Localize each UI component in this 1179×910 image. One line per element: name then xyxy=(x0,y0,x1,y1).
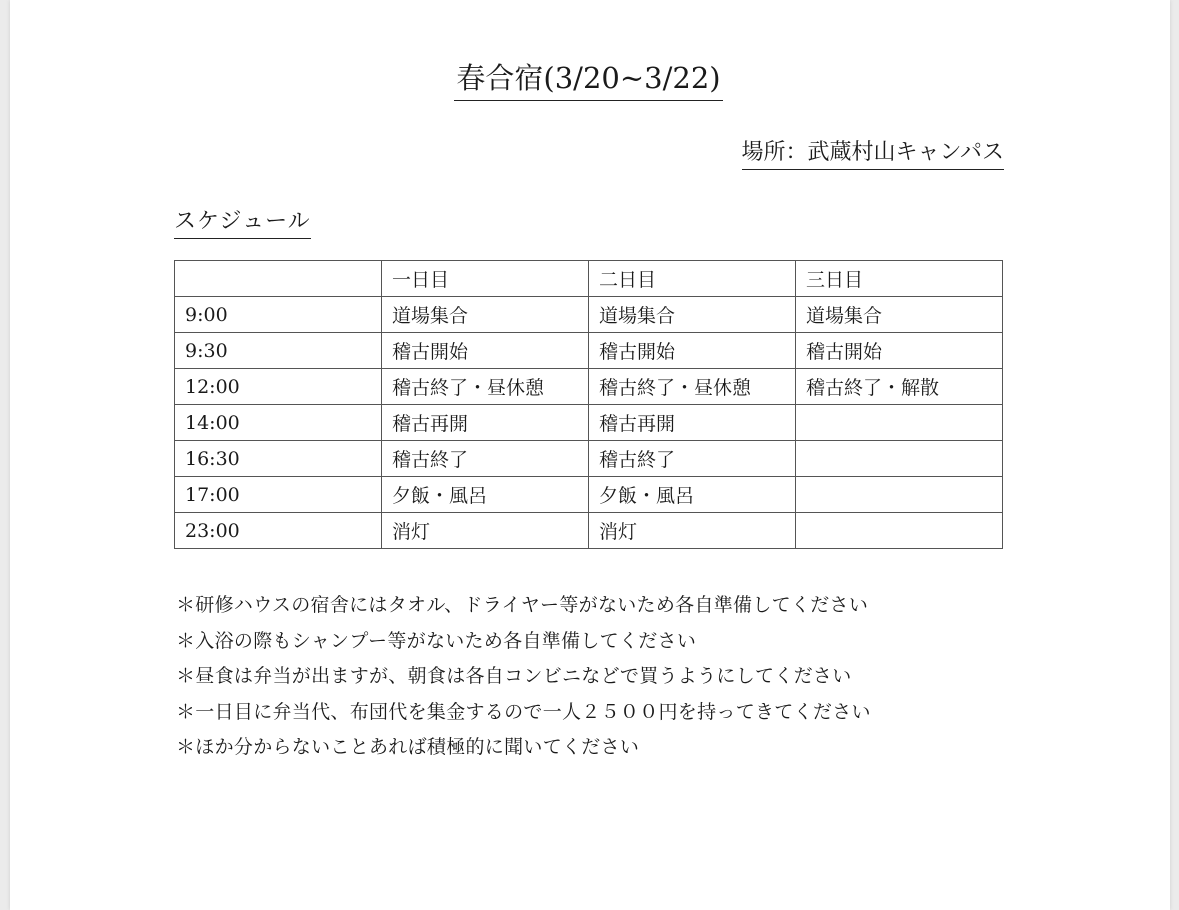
day1-cell: 道場集合 xyxy=(382,297,589,333)
table-row xyxy=(175,369,1003,405)
table-row xyxy=(175,477,1003,513)
day1-cell: 稽古再開 xyxy=(382,405,589,441)
header-cell-day1: 一日目 xyxy=(382,261,589,297)
day3-cell xyxy=(796,513,1003,549)
day1-cell: 稽古終了 xyxy=(382,441,589,477)
day3-cell xyxy=(796,405,1003,441)
table-header-row xyxy=(175,261,1003,297)
schedule-table xyxy=(174,260,1003,549)
day3-cell: 稽古開始 xyxy=(796,333,1003,369)
day3-cell: 稽古終了・解散 xyxy=(796,369,1003,405)
table-row xyxy=(175,333,1003,369)
day2-cell: 夕飯・風呂 xyxy=(589,477,796,513)
day1-cell: 夕飯・風呂 xyxy=(382,477,589,513)
note-item: ＊昼食は弁当が出ますが、朝食は各自コンビニなどで買うようにしてください xyxy=(176,665,852,687)
day2-cell: 稽古終了 xyxy=(589,441,796,477)
note-item: ＊入浴の際もシャンプー等がないため各自準備してください xyxy=(176,629,697,652)
day3-cell xyxy=(796,441,1003,477)
time-cell: 12:00 xyxy=(175,369,382,405)
document-title-container xyxy=(0,58,1177,101)
time-cell: 9:00 xyxy=(175,297,382,333)
schedule-heading: スケジュール xyxy=(174,207,311,239)
table-row xyxy=(175,441,1003,477)
day2-cell: 稽古終了・昼休憩 xyxy=(589,369,796,405)
day3-cell xyxy=(796,477,1003,513)
day1-cell: 稽古開始 xyxy=(382,333,589,369)
notes-list xyxy=(176,588,871,766)
note-item: ＊一日目に弁当代、布団代を集金するので一人２５００円を持ってきてください xyxy=(176,700,871,723)
day2-cell: 道場集合 xyxy=(589,297,796,333)
day2-cell: 稽古開始 xyxy=(589,333,796,369)
table-row xyxy=(175,513,1003,549)
header-cell-day2: 二日目 xyxy=(589,261,796,297)
day3-cell: 道場集合 xyxy=(796,297,1003,333)
day1-cell: 稽古終了・昼休憩 xyxy=(382,369,589,405)
day2-cell: 稽古再開 xyxy=(589,405,796,441)
table-row xyxy=(175,297,1003,333)
time-cell: 9:30 xyxy=(175,333,382,369)
day2-cell: 消灯 xyxy=(589,513,796,549)
header-cell-empty xyxy=(175,261,382,297)
table-row xyxy=(175,405,1003,441)
time-cell: 17:00 xyxy=(175,477,382,513)
time-cell: 23:00 xyxy=(175,513,382,549)
document-title: 春合宿(3/20~3/22) xyxy=(454,58,722,101)
time-cell: 16:30 xyxy=(175,441,382,477)
day1-cell: 消灯 xyxy=(382,513,589,549)
note-item: ＊ほか分からないことあれば積極的に聞いてください xyxy=(176,736,640,758)
time-cell: 14:00 xyxy=(175,405,382,441)
header-cell-day3: 三日目 xyxy=(796,261,1003,297)
note-item: ＊研修ハウスの宿舎にはタオル、ドライヤー等がないため各自準備してください xyxy=(176,594,869,616)
location-label: 場所：武蔵村山キャンパス xyxy=(742,138,1004,170)
